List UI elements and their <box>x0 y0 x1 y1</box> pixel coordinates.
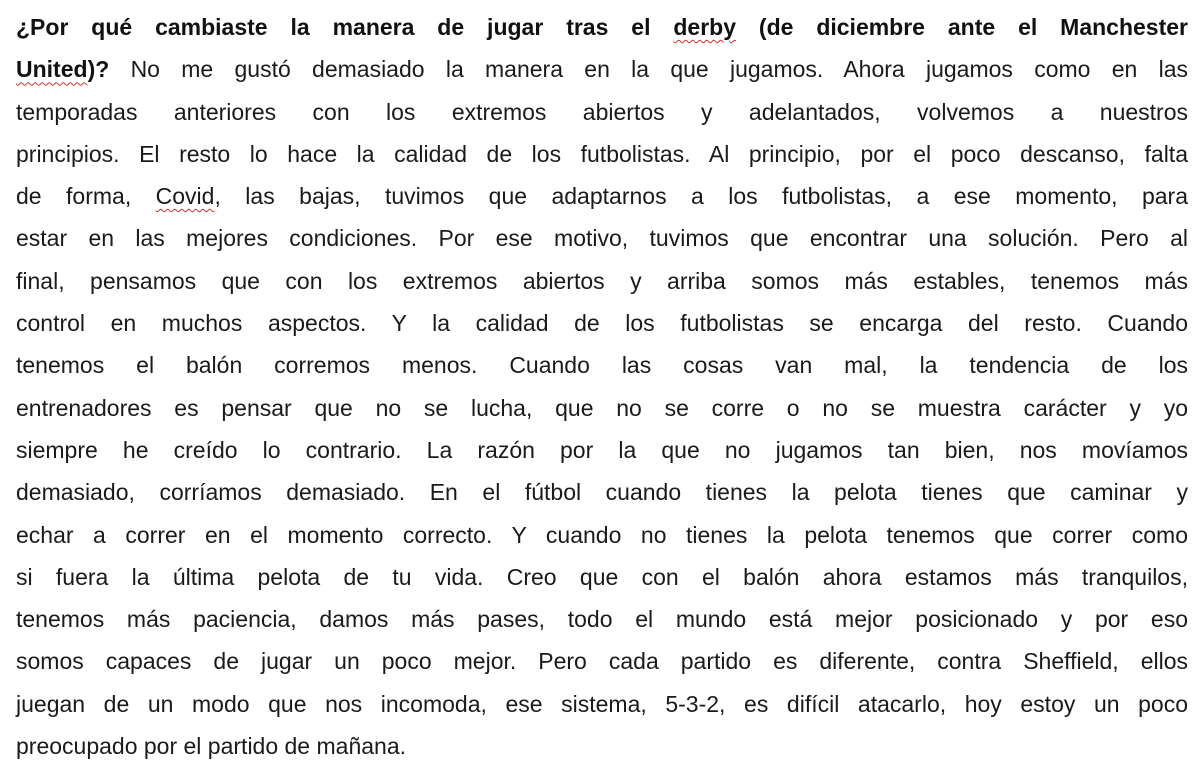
spellcheck-flagged-word[interactable]: Covid <box>155 183 215 210</box>
paragraph-line: principios. El resto lo hace la calidad de los futbolistas. Al principio, por el poco descanso, falta <box>16 140 1188 167</box>
paragraph-line: echar a correr en el momento correcto. Y cuando no tienes la pelota tenemos que correr como <box>16 521 1188 548</box>
paragraph-line: demasiado, corríamos demasiado. En el fútbol cuando tienes la pelota tienes que caminar y <box>16 479 1188 506</box>
question-answer-line <box>16 48 1188 90</box>
document-body <box>16 6 1188 767</box>
paragraph-line: somos capaces de jugar un poco mejor. Pero cada partido es diferente, contra Sheffield, ellos <box>16 648 1188 675</box>
paragraph-text: de forma, <box>16 183 156 210</box>
question-text-end: )? <box>87 56 110 83</box>
paragraph-line: entrenadores es pensar que no se lucha, que no se corre o no se muestra carácter y yo <box>16 394 1188 421</box>
paragraph-line: control en muchos aspectos. Y la calidad de los futbolistas se encarga del resto. Cuando <box>16 310 1188 337</box>
spellcheck-flagged-word[interactable]: derby <box>673 14 737 40</box>
paragraph-line-last: preocupado por el partido de mañana. <box>16 733 407 760</box>
paragraph-line: siempre he creído lo contrario. La razón por la que no jugamos tan bien, nos movíamos <box>16 436 1188 463</box>
answer-text-start: No me gustó demasiado la manera en la que jugamos. Ahora jugamos como en las <box>109 56 1188 83</box>
paragraph-line <box>16 175 1188 217</box>
spellcheck-flagged-word[interactable]: United <box>16 56 88 83</box>
paragraph-line: tenemos más paciencia, damos más pases, todo el mundo está mejor posicionado y por eso <box>16 606 1188 633</box>
paragraph-line: estar en las mejores condiciones. Por ese motivo, tuvimos que encontrar una solución. Pero al <box>16 225 1188 252</box>
paragraph-line: temporadas anteriores con los extremos abiertos y adelantados, volvemos a nuestros <box>16 98 1188 125</box>
paragraph-line: si fuera la última pelota de tu vida. Creo que con el balón ahora estamos más tranquilos, <box>16 563 1188 590</box>
question-text-part-2: (de diciembre ante el Manchester <box>736 14 1188 40</box>
paragraph-text: , las bajas, tuvimos que adaptarnos a los futbolistas, a ese momento, para <box>214 183 1188 210</box>
question-text-part-1: ¿Por qué cambiaste la manera de jugar tras el <box>16 14 674 40</box>
paragraph-line: tenemos el balón corremos menos. Cuando las cosas van mal, la tendencia de los <box>16 352 1188 379</box>
paragraph-line: juegan de un modo que nos incomoda, ese sistema, 5-3-2, es difícil atacarlo, hoy estoy un poco <box>16 690 1188 717</box>
question-line-1 <box>16 6 1188 48</box>
paragraph-line: final, pensamos que con los extremos abiertos y arriba somos más estables, tenemos más <box>16 267 1188 294</box>
